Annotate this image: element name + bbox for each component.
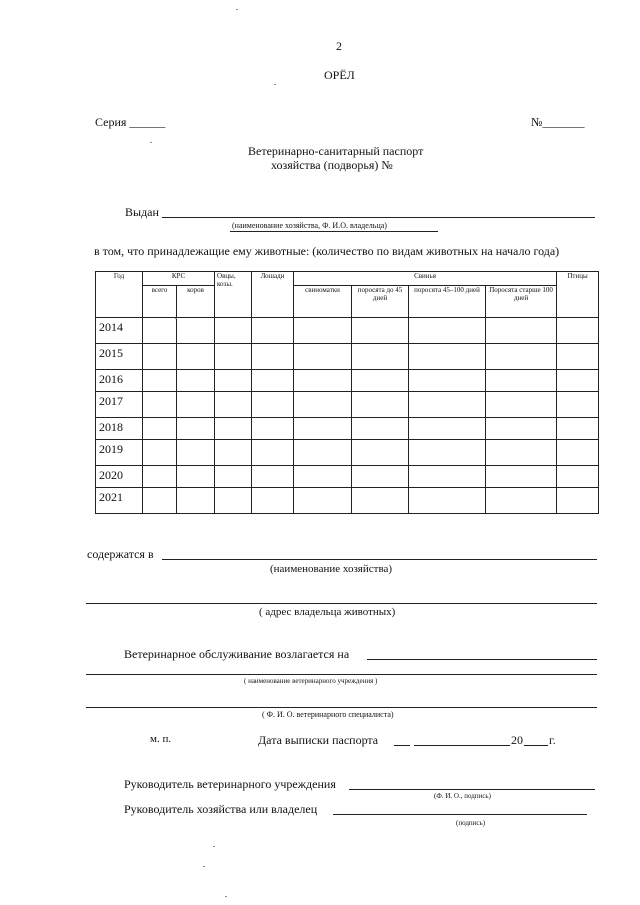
table-cell[interactable] [177, 466, 215, 488]
issued-label: Выдан [125, 205, 159, 219]
vet-head-line [349, 789, 595, 790]
table-cell[interactable] [352, 488, 409, 514]
date-month-line [414, 745, 510, 746]
farm-head-hint: (подпись) [456, 819, 486, 827]
table-cell[interactable] [294, 488, 352, 514]
table-cell[interactable] [557, 466, 599, 488]
farm-head-line [333, 814, 587, 815]
table-cell[interactable] [409, 318, 486, 344]
header-piglets-100: Поросята старше 100 дней [486, 286, 557, 318]
header-horses: Лошади [252, 272, 294, 318]
table-cell[interactable] [143, 344, 177, 370]
passport-title: Ветеринарно-санитарный паспорт [248, 144, 424, 158]
table-cell[interactable] [294, 318, 352, 344]
header-krs: КРС [143, 272, 215, 286]
table-cell[interactable] [294, 370, 352, 392]
table-cell[interactable] [252, 318, 294, 344]
header-sheep: Овцы, козы. [215, 272, 252, 318]
scan-speck [236, 9, 238, 10]
table-cell[interactable] [177, 318, 215, 344]
table-cell[interactable] [486, 418, 557, 440]
table-cell[interactable] [177, 488, 215, 514]
table-row [96, 418, 599, 440]
scan-speck [274, 84, 276, 85]
vet-specialist-hint: ( Ф. И. О. ветеринарного специалиста) [262, 710, 394, 719]
region-title: ОРЁЛ [324, 68, 355, 82]
table-cell[interactable] [215, 488, 252, 514]
table-cell[interactable] [557, 488, 599, 514]
date-day-line [394, 745, 410, 746]
table-cell[interactable] [294, 440, 352, 466]
table-cell[interactable] [215, 392, 252, 418]
table-cell[interactable] [143, 370, 177, 392]
table-cell[interactable] [294, 344, 352, 370]
table-cell[interactable] [486, 392, 557, 418]
series-field: Серия ______ [95, 115, 166, 129]
table-cell[interactable] [352, 418, 409, 440]
table-row [96, 466, 599, 488]
table-row [96, 318, 599, 344]
vet-head-label: Руководитель ветеринарного учреждения [124, 777, 336, 791]
table-cell[interactable] [252, 418, 294, 440]
date-year-line [524, 745, 548, 746]
page-number: 2 [336, 39, 342, 53]
table-row [96, 488, 599, 514]
table-cell[interactable] [486, 370, 557, 392]
table-cell[interactable] [143, 466, 177, 488]
table-cell[interactable] [352, 344, 409, 370]
vet-specialist-line [86, 707, 597, 708]
table-row [96, 440, 599, 466]
vet-institution-hint: ( наименование ветеринарного учреждения ) [244, 677, 378, 685]
header-birds: Птицы [557, 272, 599, 318]
table-cell[interactable] [294, 418, 352, 440]
kept-label: содержатся в [87, 547, 154, 561]
stamp-mp: м. п. [150, 733, 172, 745]
table-cell[interactable] [409, 440, 486, 466]
table-cell[interactable] [557, 418, 599, 440]
table-cell[interactable] [294, 466, 352, 488]
table-cell[interactable] [143, 440, 177, 466]
table-cell[interactable] [215, 418, 252, 440]
table-cell[interactable] [215, 344, 252, 370]
livestock-table [95, 271, 599, 514]
table-cell[interactable] [177, 344, 215, 370]
table-cell[interactable] [486, 318, 557, 344]
table-cell[interactable] [352, 392, 409, 418]
passport-subtitle: хозяйства (подворья) № [271, 158, 393, 172]
header-piglets-45-100: поросята 45–100 дней [409, 286, 486, 318]
table-cell[interactable] [252, 392, 294, 418]
vet-institution-line [86, 674, 597, 675]
vet-line [367, 659, 597, 660]
year-cell: 2018 [96, 418, 143, 440]
table-cell[interactable] [409, 466, 486, 488]
table-cell[interactable] [486, 466, 557, 488]
year-cell: 2019 [96, 440, 143, 466]
date-year-suffix: г. [549, 733, 556, 747]
vet-head-hint: (Ф. И. О., подпись) [434, 792, 491, 800]
vet-label: Ветеринарное обслуживание возлагается на [124, 647, 350, 661]
scan-speck [175, 318, 177, 319]
table-cell[interactable] [143, 488, 177, 514]
scan-speck [225, 896, 227, 897]
table-cell[interactable] [215, 318, 252, 344]
issued-line [162, 217, 595, 218]
table-cell[interactable] [252, 440, 294, 466]
scan-speck [203, 866, 205, 867]
header-year: Год [96, 272, 143, 318]
kept-line [162, 559, 597, 560]
table-cell[interactable] [557, 318, 599, 344]
table-cell[interactable] [215, 440, 252, 466]
farm-head-label: Руководитель хозяйства или владелец [124, 802, 318, 816]
header-pigs: Свинья [294, 272, 557, 286]
table-cell[interactable] [252, 466, 294, 488]
table-cell[interactable] [252, 488, 294, 514]
table-cell[interactable] [252, 370, 294, 392]
year-cell: 2014 [96, 318, 143, 344]
year-cell: 2021 [96, 488, 143, 514]
table-cell[interactable] [486, 488, 557, 514]
address-hint: ( адрес владельца животных) [259, 606, 396, 618]
issued-hint: (наименование хозяйства, Ф. И.О. владельца) [232, 221, 387, 230]
table-row [96, 344, 599, 370]
table-cell[interactable] [143, 418, 177, 440]
date-label: Дата выписки паспорта [258, 733, 379, 747]
table-cell[interactable] [352, 370, 409, 392]
table-cell[interactable] [409, 392, 486, 418]
table-cell[interactable] [143, 318, 177, 344]
table-cell[interactable] [557, 344, 599, 370]
year-cell: 2015 [96, 344, 143, 370]
header-piglets-45: поросята до 45 дней [352, 286, 409, 318]
table-cell[interactable] [409, 418, 486, 440]
header-krs-cows: коров [177, 286, 215, 318]
issued-hint-underline [230, 231, 438, 232]
scan-speck [150, 142, 152, 143]
table-cell[interactable] [352, 440, 409, 466]
table-row [96, 370, 599, 392]
table-cell[interactable] [294, 392, 352, 418]
table-cell[interactable] [557, 440, 599, 466]
table-cell[interactable] [557, 370, 599, 392]
header-sows: свиноматки [294, 286, 352, 318]
table-cell[interactable] [486, 344, 557, 370]
year-cell: 2017 [96, 392, 143, 418]
number-field: №_______ [531, 115, 585, 129]
table-cell[interactable] [252, 344, 294, 370]
table-cell[interactable] [409, 488, 486, 514]
animals-text: в том, что принадлежащие ему животные: (количество по видам животных на начало года) [94, 244, 560, 258]
table-cell[interactable] [486, 440, 557, 466]
table-cell[interactable] [177, 370, 215, 392]
table-cell[interactable] [352, 318, 409, 344]
table-cell[interactable] [143, 392, 177, 418]
table-row [96, 392, 599, 418]
table-cell[interactable] [177, 418, 215, 440]
table-cell[interactable] [177, 392, 215, 418]
table-cell[interactable] [215, 466, 252, 488]
table-cell[interactable] [215, 370, 252, 392]
table-cell[interactable] [177, 440, 215, 466]
scan-speck [213, 846, 215, 847]
year-cell: 2020 [96, 466, 143, 488]
address-line [86, 603, 597, 604]
table-cell[interactable] [409, 370, 486, 392]
kept-hint: (наименование хозяйства) [270, 563, 393, 575]
year-cell: 2016 [96, 370, 143, 392]
date-year-prefix: 20 [511, 733, 523, 747]
table-cell[interactable] [409, 344, 486, 370]
table-cell[interactable] [557, 392, 599, 418]
header-krs-total: всего [143, 286, 177, 318]
table-cell[interactable] [352, 466, 409, 488]
